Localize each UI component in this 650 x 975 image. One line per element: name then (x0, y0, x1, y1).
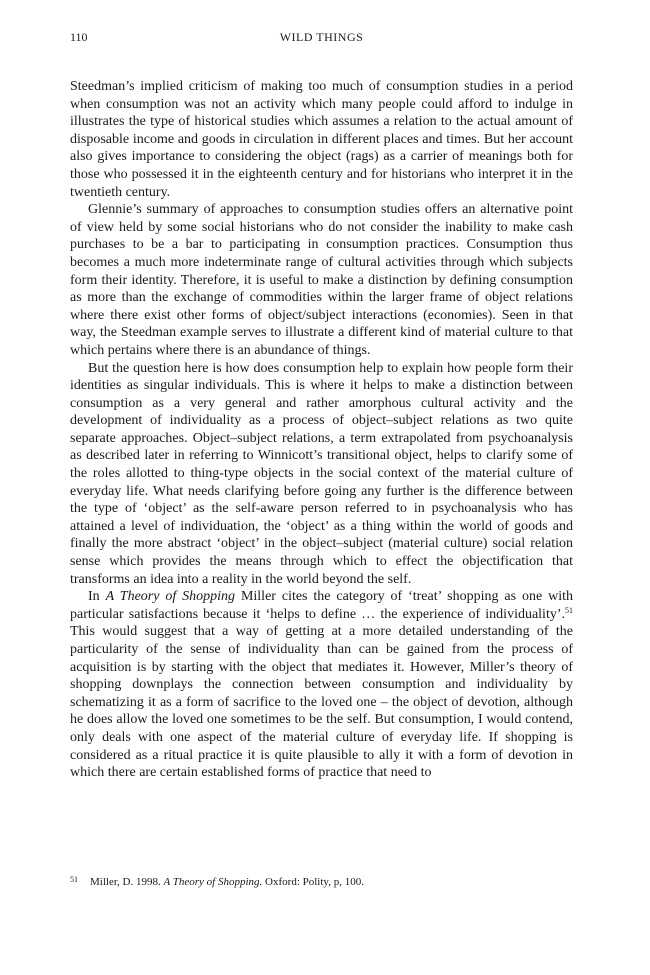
footnote-reference[interactable]: 51 (565, 605, 573, 615)
footnote-number: 51 (70, 875, 78, 884)
footnote-text-b: Oxford: Polity, p, 100. (262, 876, 364, 888)
paragraph-4 (70, 588, 573, 782)
book-page (70, 0, 573, 975)
paragraph-3: But the question here is how does consumption help to explain how people form their identities as singular individuals. This is where it helps to make a distinction between consumption as a very general and rather amorphous cultural activity and the development of individuality as a process of object–subject relations as two quite separate approaches. Object–subject relations, a term extrapolated from psychoanalysis as described later in referring to Winnicott’s transitional object, helps to clarify some of the roles allotted to thing-type objects in the social context of the material culture of everyday life. What needs clarifying before going any further is the difference between the type of ‘object’ as the self-aware person referred to in psychoanalysis who has attained a level of individuation, the ‘object’ as a thing within the world of goods and finally the more abstract ‘object’ in the object–subject (material culture) social relation sense which provides the means through which to effect the objectification that transforms an idea into a reality in the world beyond the self. (70, 360, 573, 587)
paragraph-4-text-a: Miller cites the category of ‘treat’ shopping as one with particular satisfactions because it ‘helps to define … the experience of individuality’. (70, 589, 573, 622)
body-text (70, 78, 573, 782)
running-title: WILD THINGS (279, 30, 364, 44)
paragraph-4-lead: In (88, 589, 106, 605)
paragraph-4-text-b: This would suggest that a way of getting at a more detailed understanding of the particularity of the sense of individuality than can be gained from the process of acquisition is by starting with the object that mediates it. However, Miller’s theory of shopping downplays the connection between consumption and individuality by schematizing it as a form of sacrifice to the loved one – the object of devotion, although he does allow the loved one sometimes to be the self. But consumption, I would contend, only deals with one aspect of the material culture of everyday life. If shopping is considered as a ritual practice it is quite plausible to ally it with a form of devotion in which there are certain established forms of practice that need to (70, 624, 573, 781)
footnote-book-title: A Theory of Shopping. (163, 876, 263, 888)
footnote-text-a: Miller, D. 1998. (90, 876, 164, 888)
paragraph-1: Steedman’s implied criticism of making too much of consumption studies in a period when consumption was not an activity which many people could afford to indulge in illustrates the type of historical studies which assumes a relation to the actual amount of disposable income and goods in circulation in different places and times. But her account also gives importance to considering the object (rags) as a carrier of meanings both for those who possessed it in the eighteenth century and for historians who interpret it in the twentieth century. (70, 79, 573, 200)
book-title: A Theory of Shopping (105, 589, 236, 605)
running-head (70, 30, 573, 46)
paragraph-2: Glennie’s summary of approaches to consumption studies offers an alternative point of view held by some social historians who do not consider the inability to make cash purchases to be a bar to participating in consumption practices. Consumption thus becomes a much more indeterminate range of cultural activities through which subjects form their identity. Therefore, it is useful to make a distinction by defining consumption as more than the exchange of commodities within the larger frame of object relations where there exist other forms of object/subject interactions (economies). Seen in that way, the Steedman example serves to illustrate a different kind of material culture to that which pertains where there is an abundance of things. (70, 202, 573, 358)
footnote (70, 873, 573, 889)
page-number: 110 (70, 30, 88, 44)
